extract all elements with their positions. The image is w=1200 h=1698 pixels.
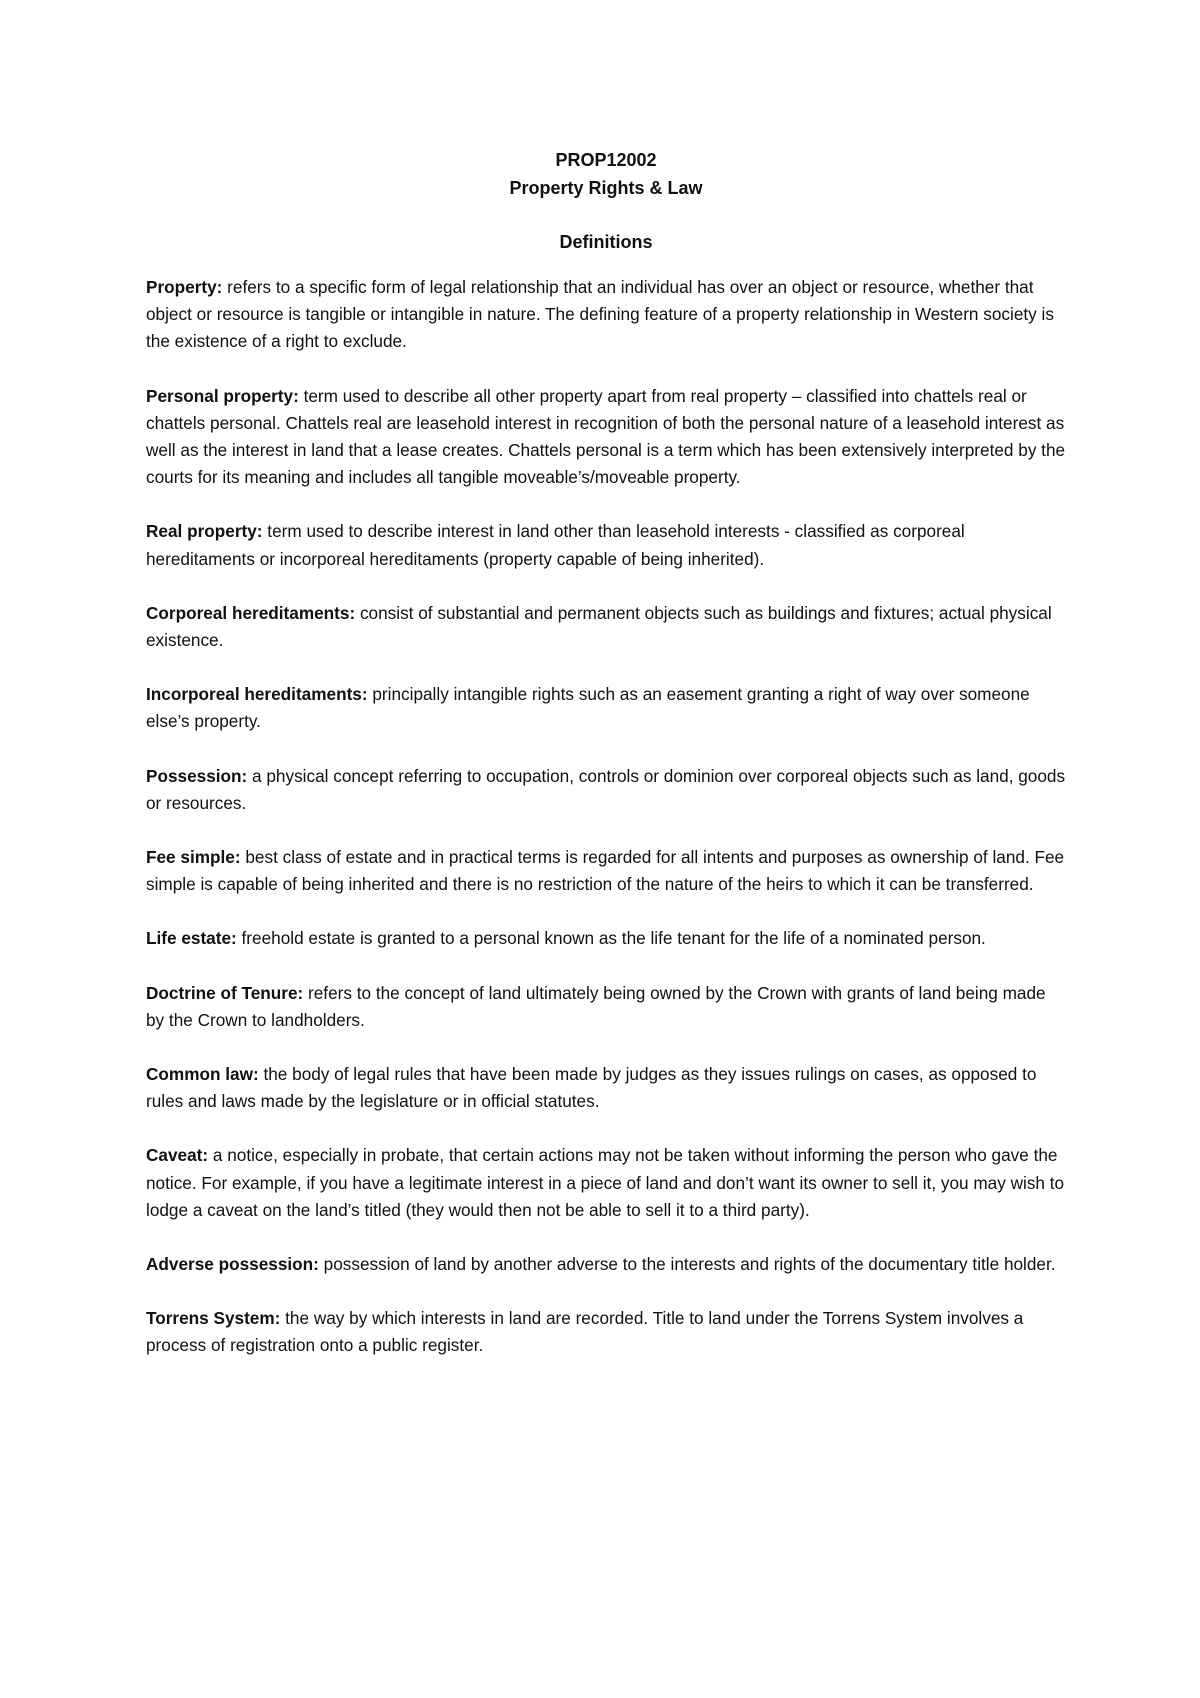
definition-text: the body of legal rules that have been made by judges as they issues rulings on cases, as opposed to rules and laws made by the legislature or in official statutes. [146,1064,1037,1112]
definition-text: the way by which interests in land are recorded. Title to land under the Torrens System involves a process of registration onto a public register. [146,1308,1024,1356]
definition-text: a notice, especially in probate, that certain actions may not be taken without informing the person who gave the notice. For example, if you have a legitimate interest in a piece of land and don’t want its owner to sell it, you may wish to lodge a caveat on the land’s titled (they would then not be able to sell it to a third party). [146,1145,1065,1220]
definition-adverse-possession [146,1251,1066,1278]
definitions-list [146,274,1066,1360]
definition-text: term used to describe all other property apart from real property – classified into chattels real or chattels personal. Chattels real are leasehold interest in recognition of both the personal nature of a leasehold interest as well as the interest in land that a lease creates. Chattels personal is a term which has been extensively interpreted by the courts for its meaning and includes all tangible moveable’s/moveable property. [146,385,1066,488]
definition-term: Life estate: [146,928,237,949]
document-header [146,146,1066,256]
definition-possession [146,763,1066,817]
course-code: PROP12002 [555,150,657,170]
definition-text: best class of estate and in practical terms is regarded for all intents and purposes as ownership of land. Fee simple is capable of being inherited and there is no restriction of the nature of the heirs to which it can be transferred. [146,847,1065,895]
definition-text: possession of land by another adverse to the interests and rights of the documentary title holder. [318,1254,1056,1275]
definition-text: term used to describe interest in land other than leasehold interests - classified as corporeal hereditaments or incorporeal hereditaments (property capable of being inherited). [146,521,965,569]
definition-incorporeal-hereditaments [146,681,1066,735]
definition-text: a physical concept referring to occupation, controls or dominion over corporeal objects such as land, goods or resources. [146,765,1066,813]
definition-text: refers to the concept of land ultimately being owned by the Crown with grants of land being made by the Crown to landholders. [146,982,1046,1030]
definition-term: Common law: [146,1064,259,1085]
definition-term: Possession: [146,765,248,786]
document-title: Property Rights & Law [509,178,703,198]
definition-torrens-system [146,1305,1066,1359]
definition-personal-property [146,383,1066,492]
definition-term: Doctrine of Tenure: [146,982,304,1003]
document-page [146,146,1066,1387]
definition-caveat [146,1142,1066,1224]
definition-life-estate [146,925,1066,952]
definition-real-property [146,518,1066,572]
definition-term: Corporeal hereditaments: [146,602,356,623]
section-heading: Definitions [559,232,653,252]
definition-term: Torrens System: [146,1308,281,1329]
definition-term: Property: [146,277,223,297]
definition-property [146,274,1066,356]
definition-term: Caveat: [146,1145,209,1166]
definition-common-law [146,1061,1066,1115]
definition-doctrine-of-tenure [146,980,1066,1034]
definition-term: Personal property: [146,385,299,406]
definition-text: consist of substantial and permanent objects such as buildings and fixtures; actual physical existence. [146,602,1052,651]
definition-term: Real property: [146,521,263,542]
definition-text: refers to a specific form of legal relationship that an individual has over an object or resource, whether that object or resource is tangible or intangible in nature. The defining feature of a property relationship in Western society is the existence of a right to exclude. [146,277,1054,352]
definition-term: Fee simple: [146,847,241,868]
definition-corporeal-hereditaments [146,600,1066,654]
definition-term: Adverse possession: [146,1254,319,1275]
definition-text: freehold estate is granted to a personal known as the life tenant for the life of a nominated person. [236,928,986,949]
definition-text: principally intangible rights such as an easement granting a right of way over someone else’s property. [146,684,1030,732]
definition-fee-simple [146,844,1066,898]
definition-term: Incorporeal hereditaments: [146,684,368,705]
